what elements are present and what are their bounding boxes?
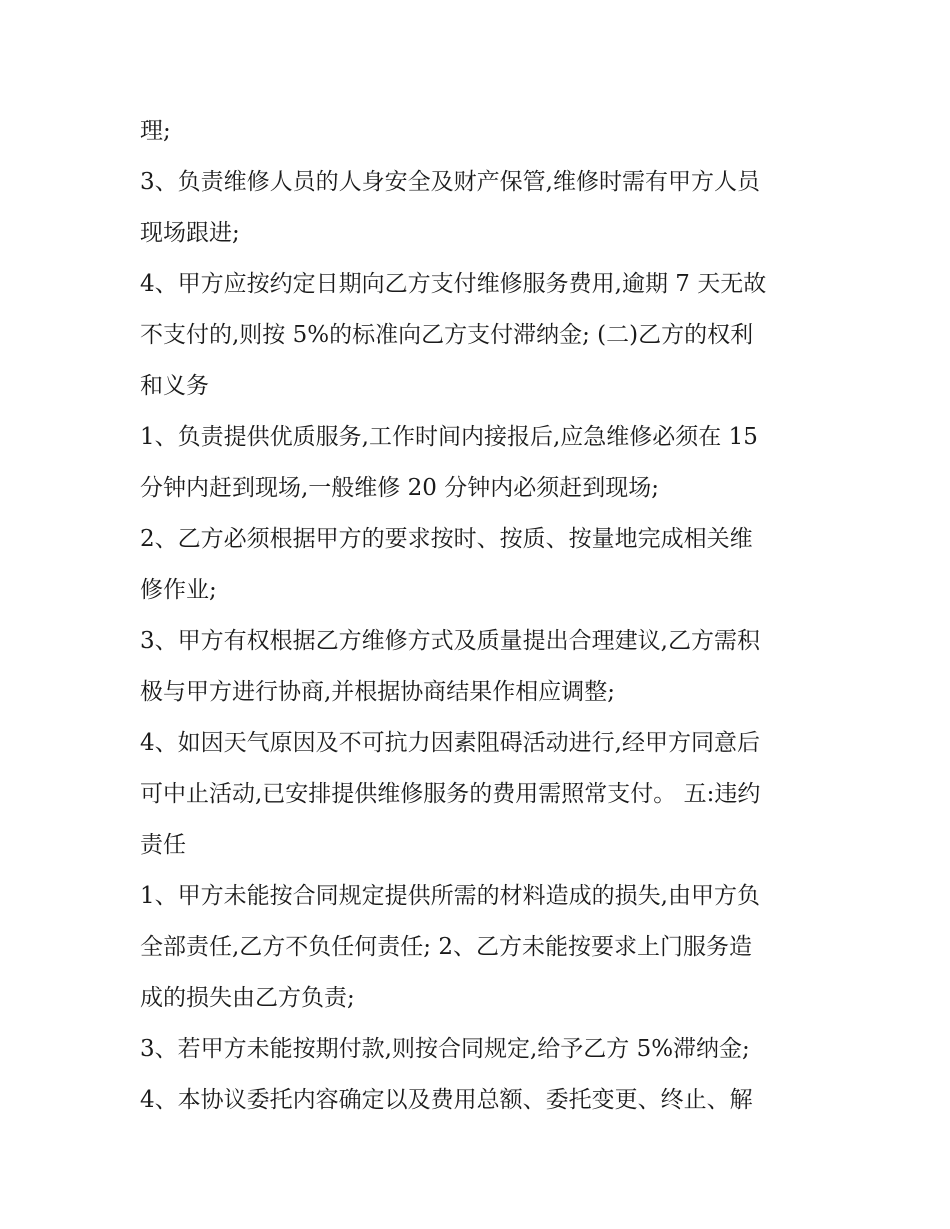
text-line: 1、甲方未能按合同规定提供所需的材料造成的损失,由甲方负 — [140, 883, 760, 909]
text-line: 2、乙方必须根据甲方的要求按时、按质、按量地完成相关维 — [140, 526, 753, 552]
text-line: 极与甲方进行协商,并根据协商结果作相应调整; — [140, 679, 616, 705]
text-line: 全部责任,乙方不负任何责任; 2、乙方未能按要求上门服务造 — [140, 934, 753, 960]
text-line: 理; — [140, 118, 171, 144]
text-line: 3、若甲方未能按期付款,则按合同规定,给予乙方 5%滞纳金; — [140, 1036, 750, 1062]
text-line: 可中止活动,已安排提供维修服务的费用需照常支付。 五:违约 — [140, 781, 761, 807]
text-line: 4、甲方应按约定日期向乙方支付维修服务费用,逾期 7 天无故 — [140, 271, 767, 297]
document-body — [140, 106, 820, 1126]
text-line: 分钟内赶到现场,一般维修 20 分钟内必须赶到现场; — [140, 475, 659, 501]
text-line: 4、如因天气原因及不可抗力因素阻碍活动进行,经甲方同意后 — [140, 730, 760, 756]
text-line: 现场跟进; — [140, 220, 240, 246]
text-line: 和义务 — [140, 373, 209, 399]
text-line: 不支付的,则按 5%的标准向乙方支付滞纳金; (二)乙方的权利 — [140, 322, 754, 348]
text-line: 4、本协议委托内容确定以及费用总额、委托变更、终止、解 — [140, 1087, 753, 1113]
text-line: 修作业; — [140, 577, 217, 603]
text-line: 1、负责提供优质服务,工作时间内接报后,应急维修必须在 15 — [140, 424, 758, 450]
text-line: 责任 — [140, 832, 186, 858]
text-line: 3、负责维修人员的人身安全及财产保管,维修时需有甲方人员 — [140, 169, 760, 195]
text-line: 3、甲方有权根据乙方维修方式及质量提出合理建议,乙方需积 — [140, 628, 760, 654]
text-line: 成的损失由乙方负责; — [140, 985, 355, 1011]
